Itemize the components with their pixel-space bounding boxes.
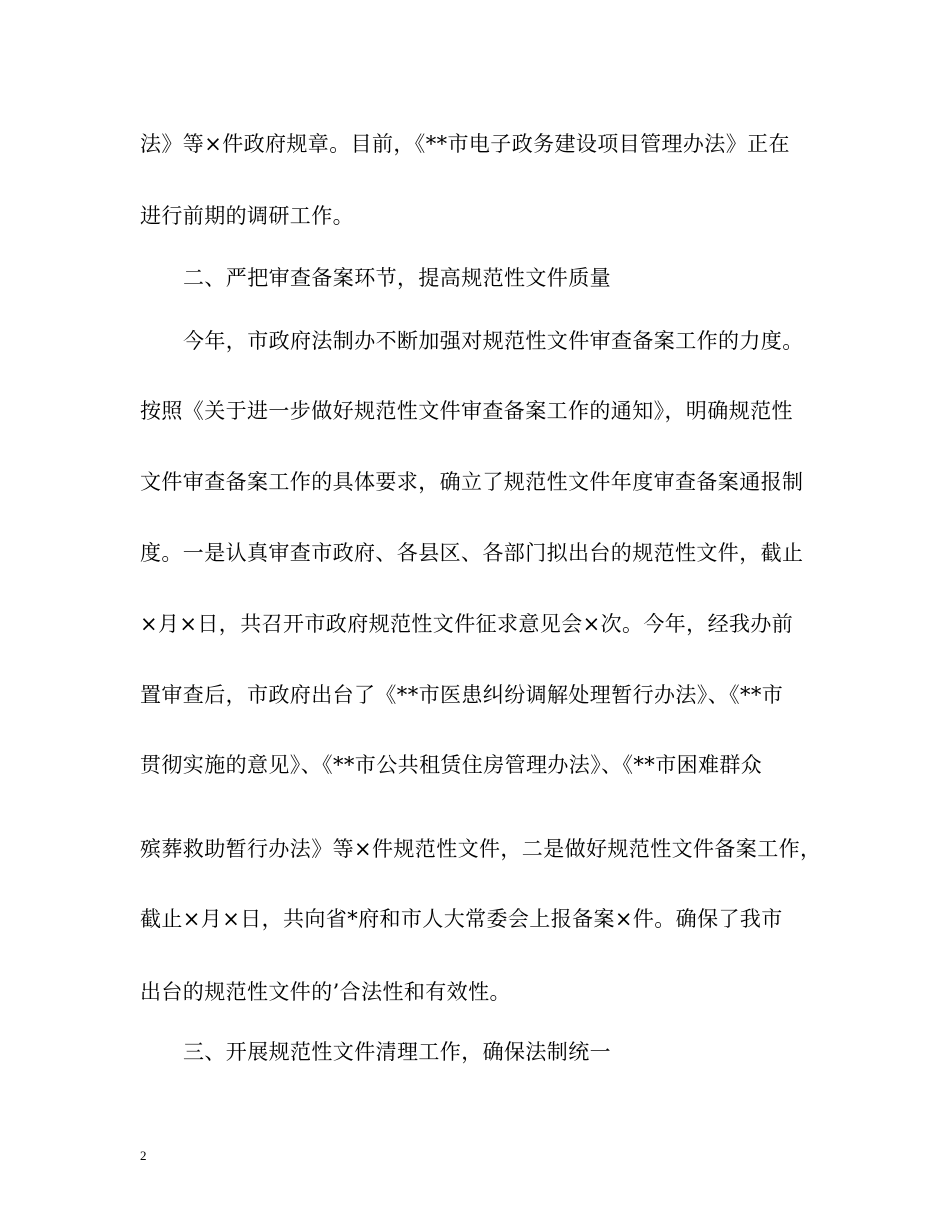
page-number: 2 (140, 1148, 147, 1163)
body-text-line: 度。一是认真审查市政府、各县区、各部门拟出台的规范性文件，截止 (140, 541, 804, 565)
body-text-line: 按照《关于进一步做好规范性文件审查备案工作的通知》，明确规范性 (140, 399, 793, 423)
section-heading: 三、开展规范性文件清理工作，确保法制统一 (183, 1040, 611, 1064)
section-heading: 二、严把审查备案环节，提高规范性文件质量 (183, 266, 611, 290)
paragraph-first-line: 今年，市政府法制办不断加强对规范性文件审查备案工作的力度。 (183, 329, 804, 353)
body-text-line: 截止×月×日，共向省*府和市人大常委会上报备案×件。确保了我市 (140, 907, 783, 931)
body-text-line: 法》等×件政府规章。目前，《**市电子政务建设项目管理办法》正在 (140, 132, 790, 156)
body-text-line: 殡葬救助暂行办法》等×件规范性文件，二是做好规范性文件备案工作， (140, 837, 822, 861)
body-text-line: 贯彻实施的意见》、《**市公共租赁住房管理办法》、《**市困难群众 (140, 753, 763, 777)
body-text-line: 出台的规范性文件的’合法性和有效性。 (140, 980, 511, 1004)
body-text-line: 进行前期的调研工作。 (140, 204, 354, 228)
body-text-line: 置审查后，市政府出台了《**市医患纠纷调解处理暂行办法》、《**市 (140, 683, 784, 707)
body-text-line: ×月×日，共召开市政府规范性文件征求意见会×次。今年，经我办前 (140, 612, 794, 636)
body-text-line: 文件审查备案工作的具体要求，确立了规范性文件年度审查备案通报制 (140, 470, 804, 494)
